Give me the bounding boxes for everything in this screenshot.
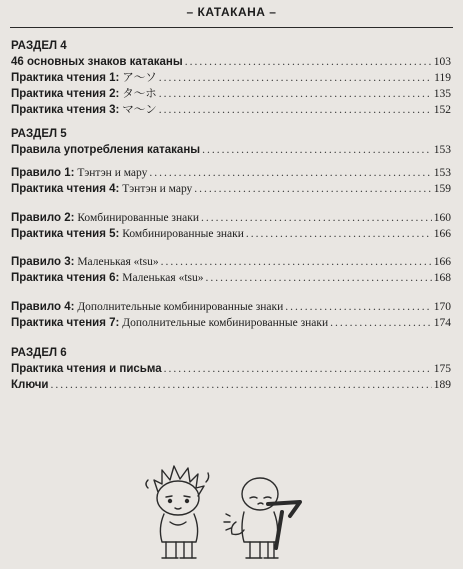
header-rule [10, 27, 453, 28]
leader-dots [161, 254, 432, 270]
leader-dots [194, 181, 431, 197]
entry-subtitle: Маленькая «tsu» [119, 272, 204, 284]
page-number: 166 [433, 228, 451, 240]
entry-label: Практика чтения 6: [11, 272, 120, 284]
page-number: 189 [433, 379, 451, 391]
page-number: 174 [433, 317, 451, 329]
toc-entry[interactable] [11, 142, 451, 158]
section-4 [11, 38, 451, 118]
section-6 [11, 345, 451, 393]
leader-dots [159, 102, 432, 118]
entry-subtitle: Дополнительные комбинированные знаки [119, 317, 329, 329]
toc-entry[interactable] [11, 270, 451, 286]
entry-label: Правило 3: [11, 256, 75, 268]
page-number: 135 [433, 88, 451, 100]
page-number: 168 [433, 272, 451, 284]
toc-entry[interactable] [11, 54, 451, 70]
toc-entry[interactable] [11, 70, 451, 86]
section-5 [11, 126, 451, 158]
chibi-characters-illustration [140, 452, 310, 567]
section-title: РАЗДЕЛ 5 [11, 128, 67, 140]
page-number: 170 [433, 301, 451, 313]
toc-entry[interactable] [11, 102, 451, 118]
leader-dots [159, 86, 432, 102]
entry-label: Практика чтения 4: [11, 183, 120, 195]
page-number: 175 [433, 363, 451, 375]
page-header: – КАТАКАНА – [186, 5, 277, 19]
toc-entry[interactable] [11, 210, 451, 226]
leader-dots [285, 299, 432, 315]
leader-dots [202, 142, 432, 158]
rule-3-group [11, 254, 451, 286]
section-title: РАЗДЕЛ 4 [11, 40, 67, 52]
leader-dots [330, 315, 432, 331]
toc-entry[interactable] [11, 361, 451, 377]
page-number: 159 [433, 183, 451, 195]
toc-entry[interactable] [11, 315, 451, 331]
entry-label: Практика чтения 3: [11, 104, 120, 116]
entry-subtitle: Комбинированные знаки [119, 228, 244, 240]
entry-label: Ключи [11, 379, 49, 391]
entry-label: Практика чтения 2: [11, 88, 120, 100]
entry-label: Практика чтения 1: [11, 72, 120, 84]
entry-subtitle: Тэнтэн и мару [74, 167, 148, 179]
leader-dots [206, 270, 432, 286]
entry-subtitle: Дополнительные комбинированные знаки [74, 301, 284, 313]
leader-dots [164, 361, 432, 377]
entry-label: Правила употребления катаканы [11, 144, 201, 156]
toc-entry[interactable] [11, 299, 451, 315]
rule-2-group [11, 210, 451, 242]
entry-subtitle: ア～ソ [119, 72, 157, 84]
entry-label: Практика чтения 5: [11, 228, 120, 240]
rule-1-group [11, 165, 451, 197]
entry-label: Правило 2: [11, 212, 75, 224]
toc-entry[interactable] [11, 226, 451, 242]
leader-dots [185, 54, 432, 70]
page-number: 119 [434, 72, 451, 84]
entry-subtitle: Комбинированные знаки [74, 212, 199, 224]
section-title: РАЗДЕЛ 6 [11, 347, 67, 359]
rule-4-group [11, 299, 451, 331]
page-number: 160 [433, 212, 451, 224]
entry-label: 46 основных знаков катаканы [11, 56, 183, 68]
toc-entry[interactable] [11, 254, 451, 270]
entry-subtitle: タ～ホ [119, 88, 157, 100]
entry-label: Практика чтения и письма [11, 363, 162, 375]
entry-label: Правило 4: [11, 301, 75, 313]
leader-dots [149, 165, 431, 181]
leader-dots [201, 210, 432, 226]
page-number: 152 [433, 104, 451, 116]
entry-subtitle: Маленькая «tsu» [74, 256, 159, 268]
page-number: 153 [433, 144, 451, 156]
page-number: 103 [433, 56, 451, 68]
entry-label: Практика чтения 7: [11, 317, 120, 329]
toc-entry[interactable] [11, 181, 451, 197]
page-number: 166 [433, 256, 451, 268]
entry-subtitle: マ～ン [119, 104, 157, 116]
toc-entry[interactable] [11, 86, 451, 102]
page-number: 153 [433, 167, 451, 179]
leader-dots [50, 377, 431, 393]
leader-dots [159, 70, 432, 86]
entry-subtitle: Тэнтэн и мару [119, 183, 193, 195]
entry-label: Правило 1: [11, 167, 75, 179]
toc-entry[interactable] [11, 165, 451, 181]
toc-entry[interactable] [11, 377, 451, 393]
leader-dots [246, 226, 432, 242]
